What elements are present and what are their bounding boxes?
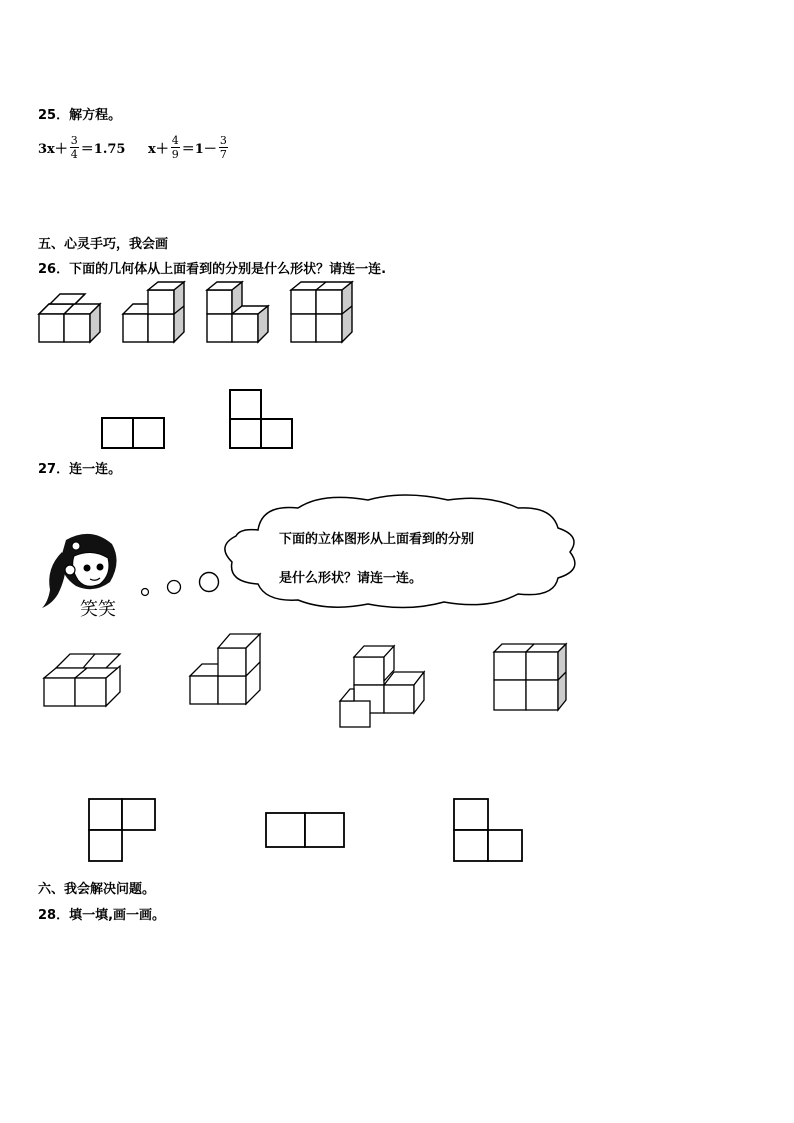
girl-illustration — [36, 528, 226, 620]
equation-1-fraction — [70, 134, 79, 161]
q27-view-l-shape-right — [89, 799, 155, 861]
speech-cloud — [218, 490, 588, 615]
equation-2-numerator-2: 3 — [219, 134, 227, 147]
equation-2-numerator-1: 4 — [171, 134, 179, 147]
q27-view-l-shape — [454, 799, 522, 861]
q26-solid-c — [207, 282, 268, 342]
thought-bubble-medium — [168, 581, 181, 594]
q27-view-two-squares — [266, 813, 344, 847]
section-5-title: 五、心灵手巧，我会画 — [38, 237, 169, 252]
q27-top-views — [80, 792, 540, 868]
q26-solids — [30, 280, 370, 350]
q27-solid-1 — [44, 654, 120, 706]
question-28-title: 28．填一填,画一画。 — [38, 908, 166, 923]
equation-2 — [148, 134, 230, 161]
cloud-text-line-1: 下面的立体图形从上面看到的分别 — [279, 532, 475, 547]
q27-solid-3 — [340, 646, 424, 727]
thought-bubble-small — [142, 589, 149, 596]
question-27-title: 27．连一连。 — [38, 462, 122, 477]
equation-1-lhs: 3x＋ — [38, 142, 68, 157]
equation-1-rhs: ＝1.75 — [80, 142, 126, 157]
q26-view-two-squares — [102, 418, 164, 448]
cloud-text-line-2: 是什么形状？请连一连。 — [279, 571, 423, 586]
equation-2-denominator-2: 7 — [219, 148, 227, 161]
thought-bubble-large — [200, 573, 219, 592]
q26-solid-a — [39, 294, 100, 342]
q26-solid-d — [291, 282, 352, 342]
equation-2-denominator-1: 9 — [171, 148, 179, 161]
equation-2-fraction-1 — [171, 134, 180, 161]
equation-2-mid: ＝1－ — [181, 142, 217, 157]
equation-2-fraction-2 — [219, 134, 228, 161]
q26-view-l-shape — [230, 390, 292, 448]
q27-solids — [36, 630, 576, 730]
equation-1-denominator: 4 — [70, 148, 78, 161]
question-25-title: 25．解方程。 — [38, 108, 122, 123]
q27-solid-4 — [494, 644, 566, 710]
equation-1-numerator: 3 — [70, 134, 78, 147]
question-26-title: 26．下面的几何体从上面看到的分别是什么形状？请连一连. — [38, 262, 387, 277]
q27-solid-2 — [190, 634, 260, 704]
equation-1 — [38, 134, 125, 161]
q26-solid-b — [123, 282, 184, 342]
equation-2-lhs: x＋ — [148, 142, 169, 157]
section-6-title: 六、我会解决问题。 — [38, 882, 156, 897]
girl-name-label: 笑笑 — [80, 599, 116, 620]
q26-top-views — [96, 385, 306, 455]
